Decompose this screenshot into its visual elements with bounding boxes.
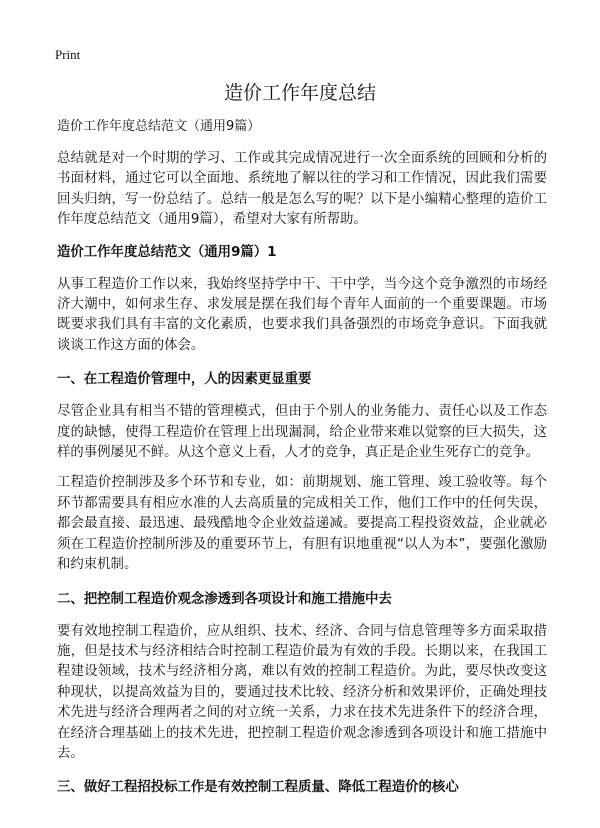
print-link[interactable]: Print <box>55 47 81 62</box>
section-1-paragraph-1: 尽管企业具有相当不错的管理模式，但由于个别人的业务能力、责任心以及工作态度的缺憾，使得工程造价在管理上出现漏洞，给企业带来难以觉察的巨大损失，这样的事例屡见不鲜。从这个意义上看，人才的竞争，真正是企业生死存亡的竞争。 <box>57 404 547 461</box>
document-subtitle: 造价工作年度总结范文（通用9篇） <box>57 119 261 134</box>
section-2-paragraph-1: 要有效地控制工程造价，应从组织、技术、经济、合同与信息管理等多方面采取措施，但是技术与经济相结合时控制工程造价最为有效的手段。长期以来，在我国工程建设领域，技术与经济相分离，难以有效的控制工程造价。为此，要尽快改变这种现状，以提高效益为目的，要通过技术比较、经济分析和效果评价，正确处理技术先进与经济合理两者之间的对立统一关系，力求在技术先进条件下的经济合理，在经济合理基础上的技术先进，把控制工程造价观念渗透到各项设计和施工措施中去。 <box>57 623 547 761</box>
article-intro-paragraph: 从事工程造价工作以来，我始终坚持学中干、干中学，当今这个竞争激烈的市场经济大潮中，如何求生存、求发展是摆在我们每个青年人面前的一个重要课题。市场既要求我们具有丰富的文化素质，也要求我们具备强烈的市场竞争意识。下面我就谈谈工作这方面的体会。 <box>57 276 547 353</box>
section-2-heading: 二、把控制工程造价观念渗透到各项设计和施工措施中去 <box>57 591 392 607</box>
section-1-paragraph-2: 工程造价控制涉及多个环节和专业，如：前期规划、施工管理、竣工验收等。每个环节都需要具有相应水准的人去高质量的完成相关工作，他们工作中的任何失误，都会最直接、最迅速、最残酷地令企业效益递减。要提高工程投资效益，企业就必须在工程造价控制所涉及的重要环节上，有胆有识地重视“以人为本”，要强化激励和约束机制。 <box>57 475 547 573</box>
article-body <box>57 118 547 810</box>
section-3-heading: 三、做好工程招投标工作是有效控制工程质量、降低工程造价的核心 <box>57 780 459 796</box>
section-1-heading: 一、在工程造价管理中，人的因素更显重要 <box>57 372 312 388</box>
page-title: 造价工作年度总结 <box>223 82 376 104</box>
intro-paragraph: 总结就是对一个时期的学习、工作或其完成情况进行一次全面系统的回顾和分析的书面材料，通过它可以全面地、系统地了解以往的学习和工作情况，因此我们需要回头归纳，写一份总结了。总结一般是怎么写的呢？以下是小编精心整理的造价工作年度总结范文（通用9篇），希望对大家有所帮助。 <box>57 151 547 228</box>
article-heading: 造价工作年度总结范文（通用9篇）1 <box>57 244 277 260</box>
